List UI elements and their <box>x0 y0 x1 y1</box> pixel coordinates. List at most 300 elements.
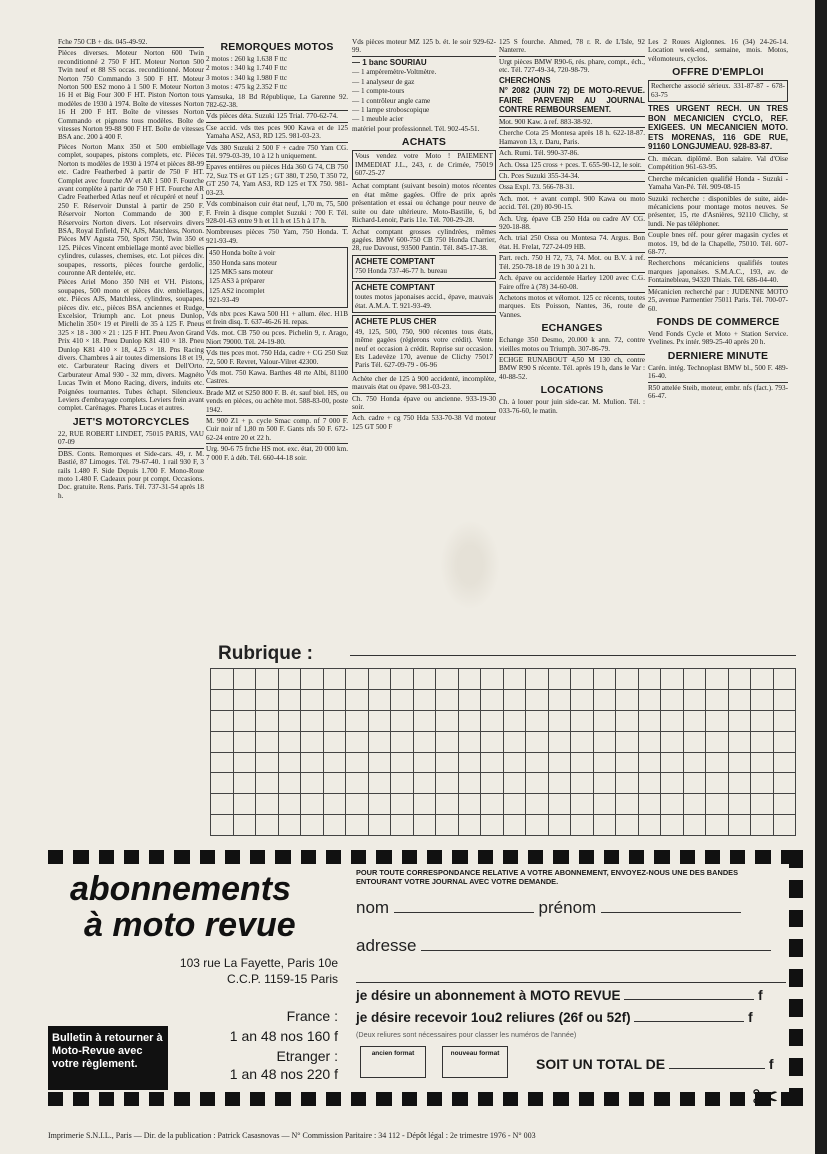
grid-cell[interactable] <box>684 753 707 774</box>
grid-cell[interactable] <box>324 773 347 794</box>
grid-cell[interactable] <box>391 794 414 815</box>
grid-cell[interactable] <box>661 669 684 690</box>
grid-cell[interactable] <box>684 690 707 711</box>
dash-segment <box>48 1092 63 1106</box>
grid-cell[interactable] <box>279 669 302 690</box>
grid-cell[interactable] <box>504 690 527 711</box>
grid-cell[interactable] <box>504 753 527 774</box>
grid-cell[interactable] <box>504 669 527 690</box>
grid-cell[interactable] <box>279 753 302 774</box>
ad-text: Cse accid. vds ttes pces 900 Kawa et de 125 Yamaha AS2, AS3, RD 125. 981-03-23. <box>206 123 348 141</box>
grid-cell[interactable] <box>234 690 257 711</box>
grid-cell[interactable] <box>774 794 797 815</box>
dash-segment <box>528 1092 543 1106</box>
grid-cell[interactable] <box>751 711 774 732</box>
grid-cell[interactable] <box>481 794 504 815</box>
dash-segment <box>452 850 467 864</box>
grid-cell[interactable] <box>729 711 752 732</box>
grid-cell[interactable] <box>639 669 662 690</box>
grid-cell[interactable] <box>616 773 639 794</box>
grid-cell[interactable] <box>459 732 482 753</box>
grid-cell[interactable] <box>706 690 729 711</box>
grid-cell[interactable] <box>706 711 729 732</box>
grid-cell[interactable] <box>414 815 437 836</box>
grid-cell[interactable] <box>571 690 594 711</box>
grid-cell[interactable] <box>414 669 437 690</box>
dash-segment <box>629 1092 644 1106</box>
grid-cell[interactable] <box>346 690 369 711</box>
grid-cell[interactable] <box>594 773 617 794</box>
ad-text: Suzuki recherche : disponibles de suite, aide-mécaniciens pour montage motos neuves. Se présenter, 15, rte d'Asnières, 92110 Clichy, st lundi. Ne pas téléphoner. <box>648 194 788 228</box>
grid-cell[interactable] <box>549 794 572 815</box>
grid-cell[interactable] <box>684 711 707 732</box>
section-heading: DERNIERE MINUTE <box>667 349 769 362</box>
ad-text: Vds pièces déta. Suzuki 125 Trial. 770-62-74. <box>206 112 338 121</box>
grid-cell[interactable] <box>324 753 347 774</box>
grid-cell[interactable] <box>346 711 369 732</box>
grid-cell[interactable] <box>391 773 414 794</box>
divider <box>499 170 645 171</box>
grid-cell[interactable] <box>751 732 774 753</box>
grid-cell[interactable] <box>549 711 572 732</box>
grid-cell[interactable] <box>504 732 527 753</box>
grid-cell[interactable] <box>414 732 437 753</box>
grid-cell[interactable] <box>616 690 639 711</box>
dash-segment <box>730 1092 745 1106</box>
grid-cell[interactable] <box>549 753 572 774</box>
ad-text: 350 Honda sans moteur <box>209 258 278 267</box>
grid-cell[interactable] <box>414 773 437 794</box>
grid-cell[interactable] <box>234 711 257 732</box>
grid-cell[interactable] <box>481 669 504 690</box>
dash-segment <box>579 1092 594 1106</box>
grid-cell[interactable] <box>234 794 257 815</box>
grid-cell[interactable] <box>414 753 437 774</box>
dash-segment <box>730 850 745 864</box>
grid-cell[interactable] <box>526 794 549 815</box>
grid-cell[interactable] <box>459 773 482 794</box>
grid-cell[interactable] <box>526 753 549 774</box>
column-4 <box>499 38 645 416</box>
grid-cell[interactable] <box>774 753 797 774</box>
grid-cell[interactable] <box>459 794 482 815</box>
grid-cell[interactable] <box>256 690 279 711</box>
grid-cell[interactable] <box>684 815 707 836</box>
boxed-ad <box>352 255 496 279</box>
grid-cell[interactable] <box>526 711 549 732</box>
ad-text: 3 motos : 475 kg 2.352 F ttc <box>206 83 288 92</box>
grid-cell[interactable] <box>729 815 752 836</box>
grid-cell[interactable] <box>729 732 752 753</box>
grid-cell[interactable] <box>549 732 572 753</box>
grid-cell[interactable] <box>324 669 347 690</box>
dash-segment <box>200 1092 215 1106</box>
grid-cell[interactable] <box>481 732 504 753</box>
grid-cell[interactable] <box>324 711 347 732</box>
grid-cell[interactable] <box>684 794 707 815</box>
grid-cell[interactable] <box>481 773 504 794</box>
divider <box>499 116 645 117</box>
grid-cell[interactable] <box>369 794 392 815</box>
divider <box>499 252 645 253</box>
etranger-label: Etranger : <box>276 1048 338 1064</box>
grid-cell[interactable] <box>324 732 347 753</box>
grid-cell[interactable] <box>211 711 234 732</box>
rubrique-line <box>350 655 796 656</box>
grid-cell[interactable] <box>549 690 572 711</box>
dash-segment <box>250 1092 265 1106</box>
grid-cell[interactable] <box>256 753 279 774</box>
grid-cell[interactable] <box>661 711 684 732</box>
grid-cell[interactable] <box>279 773 302 794</box>
grid-cell[interactable] <box>526 732 549 753</box>
grid-cell[interactable] <box>436 794 459 815</box>
ad-text: Ach. cadre + cg 750 Hda 533-70-38 Vd moteur 125 GT 500 F <box>352 414 496 431</box>
grid-cell[interactable] <box>571 815 594 836</box>
grid-cell[interactable] <box>279 732 302 753</box>
grid-cell[interactable] <box>774 815 797 836</box>
grid-cell[interactable] <box>639 815 662 836</box>
grid-cell[interactable] <box>751 794 774 815</box>
grid-cell[interactable] <box>594 690 617 711</box>
total-field[interactable] <box>669 1057 765 1069</box>
dash-segment <box>789 1058 803 1076</box>
grid-cell[interactable] <box>571 732 594 753</box>
prenom-field[interactable] <box>601 899 741 913</box>
grid-cell[interactable] <box>594 711 617 732</box>
divider <box>648 286 788 287</box>
grid-cell[interactable] <box>706 794 729 815</box>
dash-segment <box>654 850 669 864</box>
grid-cell[interactable] <box>639 732 662 753</box>
ancien-format-checkbox[interactable]: ancien format <box>360 1046 426 1078</box>
grid-cell[interactable] <box>459 690 482 711</box>
dash-segment <box>174 1092 189 1106</box>
ad-text: Vds nbx pces Kawa 500 H1 + allum. élec. H1B et frein disq. T. 637-46-26 H. repas. <box>206 309 348 326</box>
grid-cell[interactable] <box>256 711 279 732</box>
grid-cell[interactable] <box>774 669 797 690</box>
ad-text: Part. rech. 750 H 72, 73, 74. Mot. ou B.V. à ref. Tél. 250-78-18 de 19 h 30 à 21 h. <box>499 254 645 271</box>
dash-segment <box>301 850 316 864</box>
grid-cell[interactable] <box>751 773 774 794</box>
grid-cell[interactable] <box>414 711 437 732</box>
grid-cell[interactable] <box>661 773 684 794</box>
grid-cell[interactable] <box>481 690 504 711</box>
grid-cell[interactable] <box>616 753 639 774</box>
grid-cell[interactable] <box>661 794 684 815</box>
grid-cell[interactable] <box>616 669 639 690</box>
grid-cell[interactable] <box>391 690 414 711</box>
ad-text: Couple bnes réf. pour gérer magasin cycles et motos. 19, bd de la Chapelle, 75010. Tél. 607-68-77. <box>648 231 788 257</box>
grid-cell[interactable] <box>661 753 684 774</box>
ad-heading: CHERCHONS <box>499 75 551 85</box>
grid-cell[interactable] <box>436 753 459 774</box>
grid-cell[interactable] <box>391 815 414 836</box>
subscription-form <box>356 868 786 1090</box>
grid-cell[interactable] <box>234 669 257 690</box>
currency-f: f <box>748 1010 753 1025</box>
grid-cell[interactable] <box>639 794 662 815</box>
grid-cell[interactable] <box>616 711 639 732</box>
grid-cell[interactable] <box>234 732 257 753</box>
grid-cell[interactable] <box>616 815 639 836</box>
ad-text: Achat comptant (suivant besoin) motos récentes en état même gagées. Offre de prix après présentation et essai ou échange pour neuve de suite ou date ultérieure. Moto-Bastille, 6, bd Richard-Lenoir, Paris 11e. Tél. 700-29-28. <box>352 182 496 225</box>
divider <box>206 347 348 348</box>
grid-cell[interactable] <box>234 815 257 836</box>
grid-cell[interactable] <box>459 711 482 732</box>
grid-cell[interactable] <box>346 815 369 836</box>
grid-cell[interactable] <box>729 753 752 774</box>
grid-cell[interactable] <box>481 711 504 732</box>
ad-text: Pièces diverses. Moteur Norton 600 Twin reconditionné 2 750 F HT. Moteur Norton 500 Twin neuf et 88 SS occas. reconditionné. Moteur Norton 750 Commando 3 500 F HT. Moteur Norton 500 ES2 mono à 1 500 F. Moteur Norton 16 H et Big Four 300 F HT. Piston Norton tous modèles de 1930 à 1974. Boîte de vitesses Norton 16 H 200 F HT. Boîte de vitesses Norton Commando et pignons tous modèles. Boîte de vitesses Norton 99-88 900 F HT. Boîte de vitesses BSA anc. 200 à 400 F. <box>58 49 204 142</box>
adresse-field[interactable] <box>421 937 771 951</box>
grid-cell[interactable] <box>234 753 257 774</box>
grid-cell[interactable] <box>774 690 797 711</box>
grid-cell[interactable] <box>301 773 324 794</box>
grid-cell[interactable] <box>256 773 279 794</box>
grid-cell[interactable] <box>436 711 459 732</box>
grid-cell[interactable] <box>301 690 324 711</box>
grid-cell[interactable] <box>211 815 234 836</box>
divider <box>206 142 348 143</box>
dash-segment <box>301 1092 316 1106</box>
grid-cell[interactable] <box>279 815 302 836</box>
grid-cell[interactable] <box>301 753 324 774</box>
grid-cell[interactable] <box>594 794 617 815</box>
total-row <box>536 1056 774 1072</box>
grid-cell[interactable] <box>661 732 684 753</box>
ad-text: Ch. 750 Honda épave ou ancienne. 933-19-30 soir. <box>352 394 496 411</box>
grid-cell[interactable] <box>639 753 662 774</box>
dash-segment <box>326 1092 341 1106</box>
grid-cell[interactable] <box>436 815 459 836</box>
dash-segment <box>427 1092 442 1106</box>
ad-text: Ch. Pces Suzuki 355-34-34. <box>499 172 580 181</box>
nom-field[interactable] <box>394 899 534 913</box>
grid-cell[interactable] <box>549 815 572 836</box>
grid-cell[interactable] <box>684 773 707 794</box>
grid-cell[interactable] <box>684 669 707 690</box>
grid-cell[interactable] <box>211 690 234 711</box>
grid-cell[interactable] <box>324 794 347 815</box>
grid-cell[interactable] <box>661 815 684 836</box>
grid-cell[interactable] <box>436 732 459 753</box>
dash-segment <box>604 850 619 864</box>
nouveau-format-checkbox[interactable]: nouveau format <box>442 1046 508 1078</box>
grid-cell[interactable] <box>211 732 234 753</box>
grid-cell[interactable] <box>706 773 729 794</box>
grid-cell[interactable] <box>369 773 392 794</box>
grid-cell[interactable] <box>301 815 324 836</box>
grid-cell[interactable] <box>504 773 527 794</box>
reliure-amount-field[interactable] <box>634 1010 744 1022</box>
grid-cell[interactable] <box>301 669 324 690</box>
grid-cell[interactable] <box>616 794 639 815</box>
divider <box>648 229 788 230</box>
divider <box>499 181 645 182</box>
grid-cell[interactable] <box>706 669 729 690</box>
grid-cell[interactable] <box>571 753 594 774</box>
grid-cell[interactable] <box>639 690 662 711</box>
grid-cell[interactable] <box>459 815 482 836</box>
grid-cell[interactable] <box>369 753 392 774</box>
grid-cell[interactable] <box>391 732 414 753</box>
dash-segment <box>604 1092 619 1106</box>
grid-cell[interactable] <box>706 732 729 753</box>
grid-cell[interactable] <box>729 794 752 815</box>
grid-cell[interactable] <box>684 732 707 753</box>
grid-cell[interactable] <box>346 753 369 774</box>
grid-cell[interactable] <box>346 732 369 753</box>
grid-cell[interactable] <box>751 669 774 690</box>
grid-cell[interactable] <box>346 669 369 690</box>
grid-cell[interactable] <box>391 753 414 774</box>
grid-cell[interactable] <box>481 815 504 836</box>
ad-writing-grid[interactable] <box>210 668 796 836</box>
ad-heading: — 1 banc SOURIAU <box>352 57 427 67</box>
dash-segment <box>275 1092 290 1106</box>
grid-cell[interactable] <box>774 732 797 753</box>
section-heading: JET'S MOTORCYCLES <box>72 415 190 428</box>
coupon-border-bottom <box>48 1092 796 1106</box>
grid-cell[interactable] <box>504 794 527 815</box>
grid-cell[interactable] <box>301 711 324 732</box>
dash-segment <box>553 850 568 864</box>
grid-cell[interactable] <box>571 669 594 690</box>
grid-cell[interactable] <box>211 669 234 690</box>
grid-cell[interactable] <box>571 711 594 732</box>
dash-segment <box>124 850 139 864</box>
divider <box>206 110 348 111</box>
grid-cell[interactable] <box>279 711 302 732</box>
grid-cell[interactable] <box>414 794 437 815</box>
grid-cell[interactable] <box>729 773 752 794</box>
grid-cell[interactable] <box>234 773 257 794</box>
grid-cell[interactable] <box>571 794 594 815</box>
grid-cell[interactable] <box>256 794 279 815</box>
divider <box>499 127 645 128</box>
grid-cell[interactable] <box>594 753 617 774</box>
grid-cell[interactable] <box>369 711 392 732</box>
grid-cell[interactable] <box>504 815 527 836</box>
grid-cell[interactable] <box>301 794 324 815</box>
grid-cell[interactable] <box>526 773 549 794</box>
grid-cell[interactable] <box>526 690 549 711</box>
rubrique-label: Rubrique : <box>218 643 313 664</box>
grid-cell[interactable] <box>391 711 414 732</box>
ad-text: Carén. intég. Technoplast BMW bl., 500 F. 489-16-40. <box>648 363 788 381</box>
currency-f: f <box>768 1056 774 1072</box>
grid-cell[interactable] <box>346 794 369 815</box>
grid-cell[interactable] <box>324 690 347 711</box>
grid-cell[interactable] <box>459 669 482 690</box>
grid-cell[interactable] <box>526 669 549 690</box>
grid-cell[interactable] <box>639 773 662 794</box>
grid-cell[interactable] <box>774 711 797 732</box>
ad-text: — 1 analyseur de gaz <box>352 77 415 86</box>
grid-cell[interactable] <box>211 773 234 794</box>
ad-text: Brade MZ et S250 800 F. B. ét. sauf biel. HS, ou vends en pièces, ou achète mot. 588-83-00, poste 1942. <box>206 388 348 414</box>
grid-cell[interactable] <box>324 815 347 836</box>
grid-cell[interactable] <box>616 732 639 753</box>
grid-cell[interactable] <box>301 732 324 753</box>
grid-cell[interactable] <box>481 753 504 774</box>
grid-cell[interactable] <box>391 669 414 690</box>
dash-segment <box>99 850 114 864</box>
scissors-icon: ✂ <box>752 1078 779 1116</box>
dash-segment <box>705 1092 720 1106</box>
grid-cell[interactable] <box>751 815 774 836</box>
grid-cell[interactable] <box>369 815 392 836</box>
ad-text: Vds ttes pces mot. 750 Hda, cadre + CG 250 Suz 72, 500 F. Revret, Valour-Vilret 42300. <box>206 349 348 366</box>
grid-cell[interactable] <box>549 773 572 794</box>
grid-cell[interactable] <box>706 815 729 836</box>
ad-text: Les 2 Roues Aiglonnes. 16 (34) 24-26-14. Location week-end, semaine, mois. Motos, vélomoteurs, cyclos. <box>648 38 788 63</box>
grid-cell[interactable] <box>256 669 279 690</box>
grid-cell[interactable] <box>369 669 392 690</box>
grid-cell[interactable] <box>526 815 549 836</box>
grid-cell[interactable] <box>369 732 392 753</box>
grid-cell[interactable] <box>594 669 617 690</box>
dash-segment <box>174 850 189 864</box>
grid-cell[interactable] <box>594 732 617 753</box>
grid-cell[interactable] <box>459 753 482 774</box>
grid-cell[interactable] <box>436 773 459 794</box>
grid-cell[interactable] <box>369 690 392 711</box>
grid-cell[interactable] <box>594 815 617 836</box>
ad-text: Pièces Norton Manx 350 et 500 embiellage complet, soupapes, pistons complets, etc. Pièces Norton ts modèles de 1930 à 1974 et pièces 88-99 etc. Cadre Featherbed à partir de 750 F HT. Complet avec fourche AV et AR 1 500 F. Fourche avant complète à partir de 750 F HT. Fourche AR Cadre Featherbed Atlas neuf et récupéré et neuf 1 250 F. Réservoir Dunstal à partir de 250 F. Réservoir Norton Commando de 300 F. Réservoirs Norton divers. Lot réservoirs divers BSA, Royal Enfield, FN, AJS, Matchless, Norton. Pièces MV Agusta 750, Sport 750, Twin 350 et 125. Pièces Vincent embiellage monté avec bielles cylindres, culasses, chemises, etc. Lot pièces div. soupapes, ressorts, pièces fourche gerdolic, couronne AR dentelée, etc. <box>58 142 204 277</box>
grid-cell[interactable] <box>279 794 302 815</box>
grid-cell[interactable] <box>639 711 662 732</box>
grid-cell[interactable] <box>436 690 459 711</box>
grid-cell[interactable] <box>729 690 752 711</box>
ad-text: Echange 350 Desmo, 20.000 k ann. 72, contre vieilles motos ou Triumph. 307-86-79. <box>499 336 645 353</box>
grid-cell[interactable] <box>661 690 684 711</box>
divider <box>206 327 348 328</box>
grid-cell[interactable] <box>256 815 279 836</box>
grid-cell[interactable] <box>279 690 302 711</box>
column-2 <box>206 38 348 463</box>
grid-cell[interactable] <box>436 669 459 690</box>
grid-cell[interactable] <box>346 773 369 794</box>
divider <box>499 56 645 57</box>
grid-cell[interactable] <box>549 669 572 690</box>
grid-cell[interactable] <box>729 669 752 690</box>
ad-heading: ACHETE COMPTANT <box>355 282 435 292</box>
grid-cell[interactable] <box>504 711 527 732</box>
grid-cell[interactable] <box>751 690 774 711</box>
ad-text: 3 motos : 340 kg 1.980 F ttc <box>206 73 288 82</box>
dash-segment <box>789 969 803 987</box>
dash-segment <box>351 1092 366 1106</box>
name-row <box>356 898 741 918</box>
divider <box>499 159 645 160</box>
grid-cell[interactable] <box>414 690 437 711</box>
grid-cell[interactable] <box>706 753 729 774</box>
divider <box>352 56 496 57</box>
grid-cell[interactable] <box>256 732 279 753</box>
ad-text: Urg. 90-6 75 frche HS mot. exc. état, 20 000 km. 7 000 F. à déb. Tél. 660-44-18 soir. <box>206 445 348 462</box>
grid-cell[interactable] <box>751 753 774 774</box>
grid-cell[interactable] <box>774 773 797 794</box>
grid-cell[interactable] <box>571 773 594 794</box>
total-label: SOIT UN TOTAL DE <box>536 1056 666 1072</box>
grid-cell[interactable] <box>211 794 234 815</box>
grid-cell[interactable] <box>211 753 234 774</box>
divider <box>499 292 645 293</box>
ad-text: Fche 750 CB + dis. 045-49-92. <box>58 38 148 46</box>
subscription-amount-field[interactable] <box>624 988 754 1000</box>
